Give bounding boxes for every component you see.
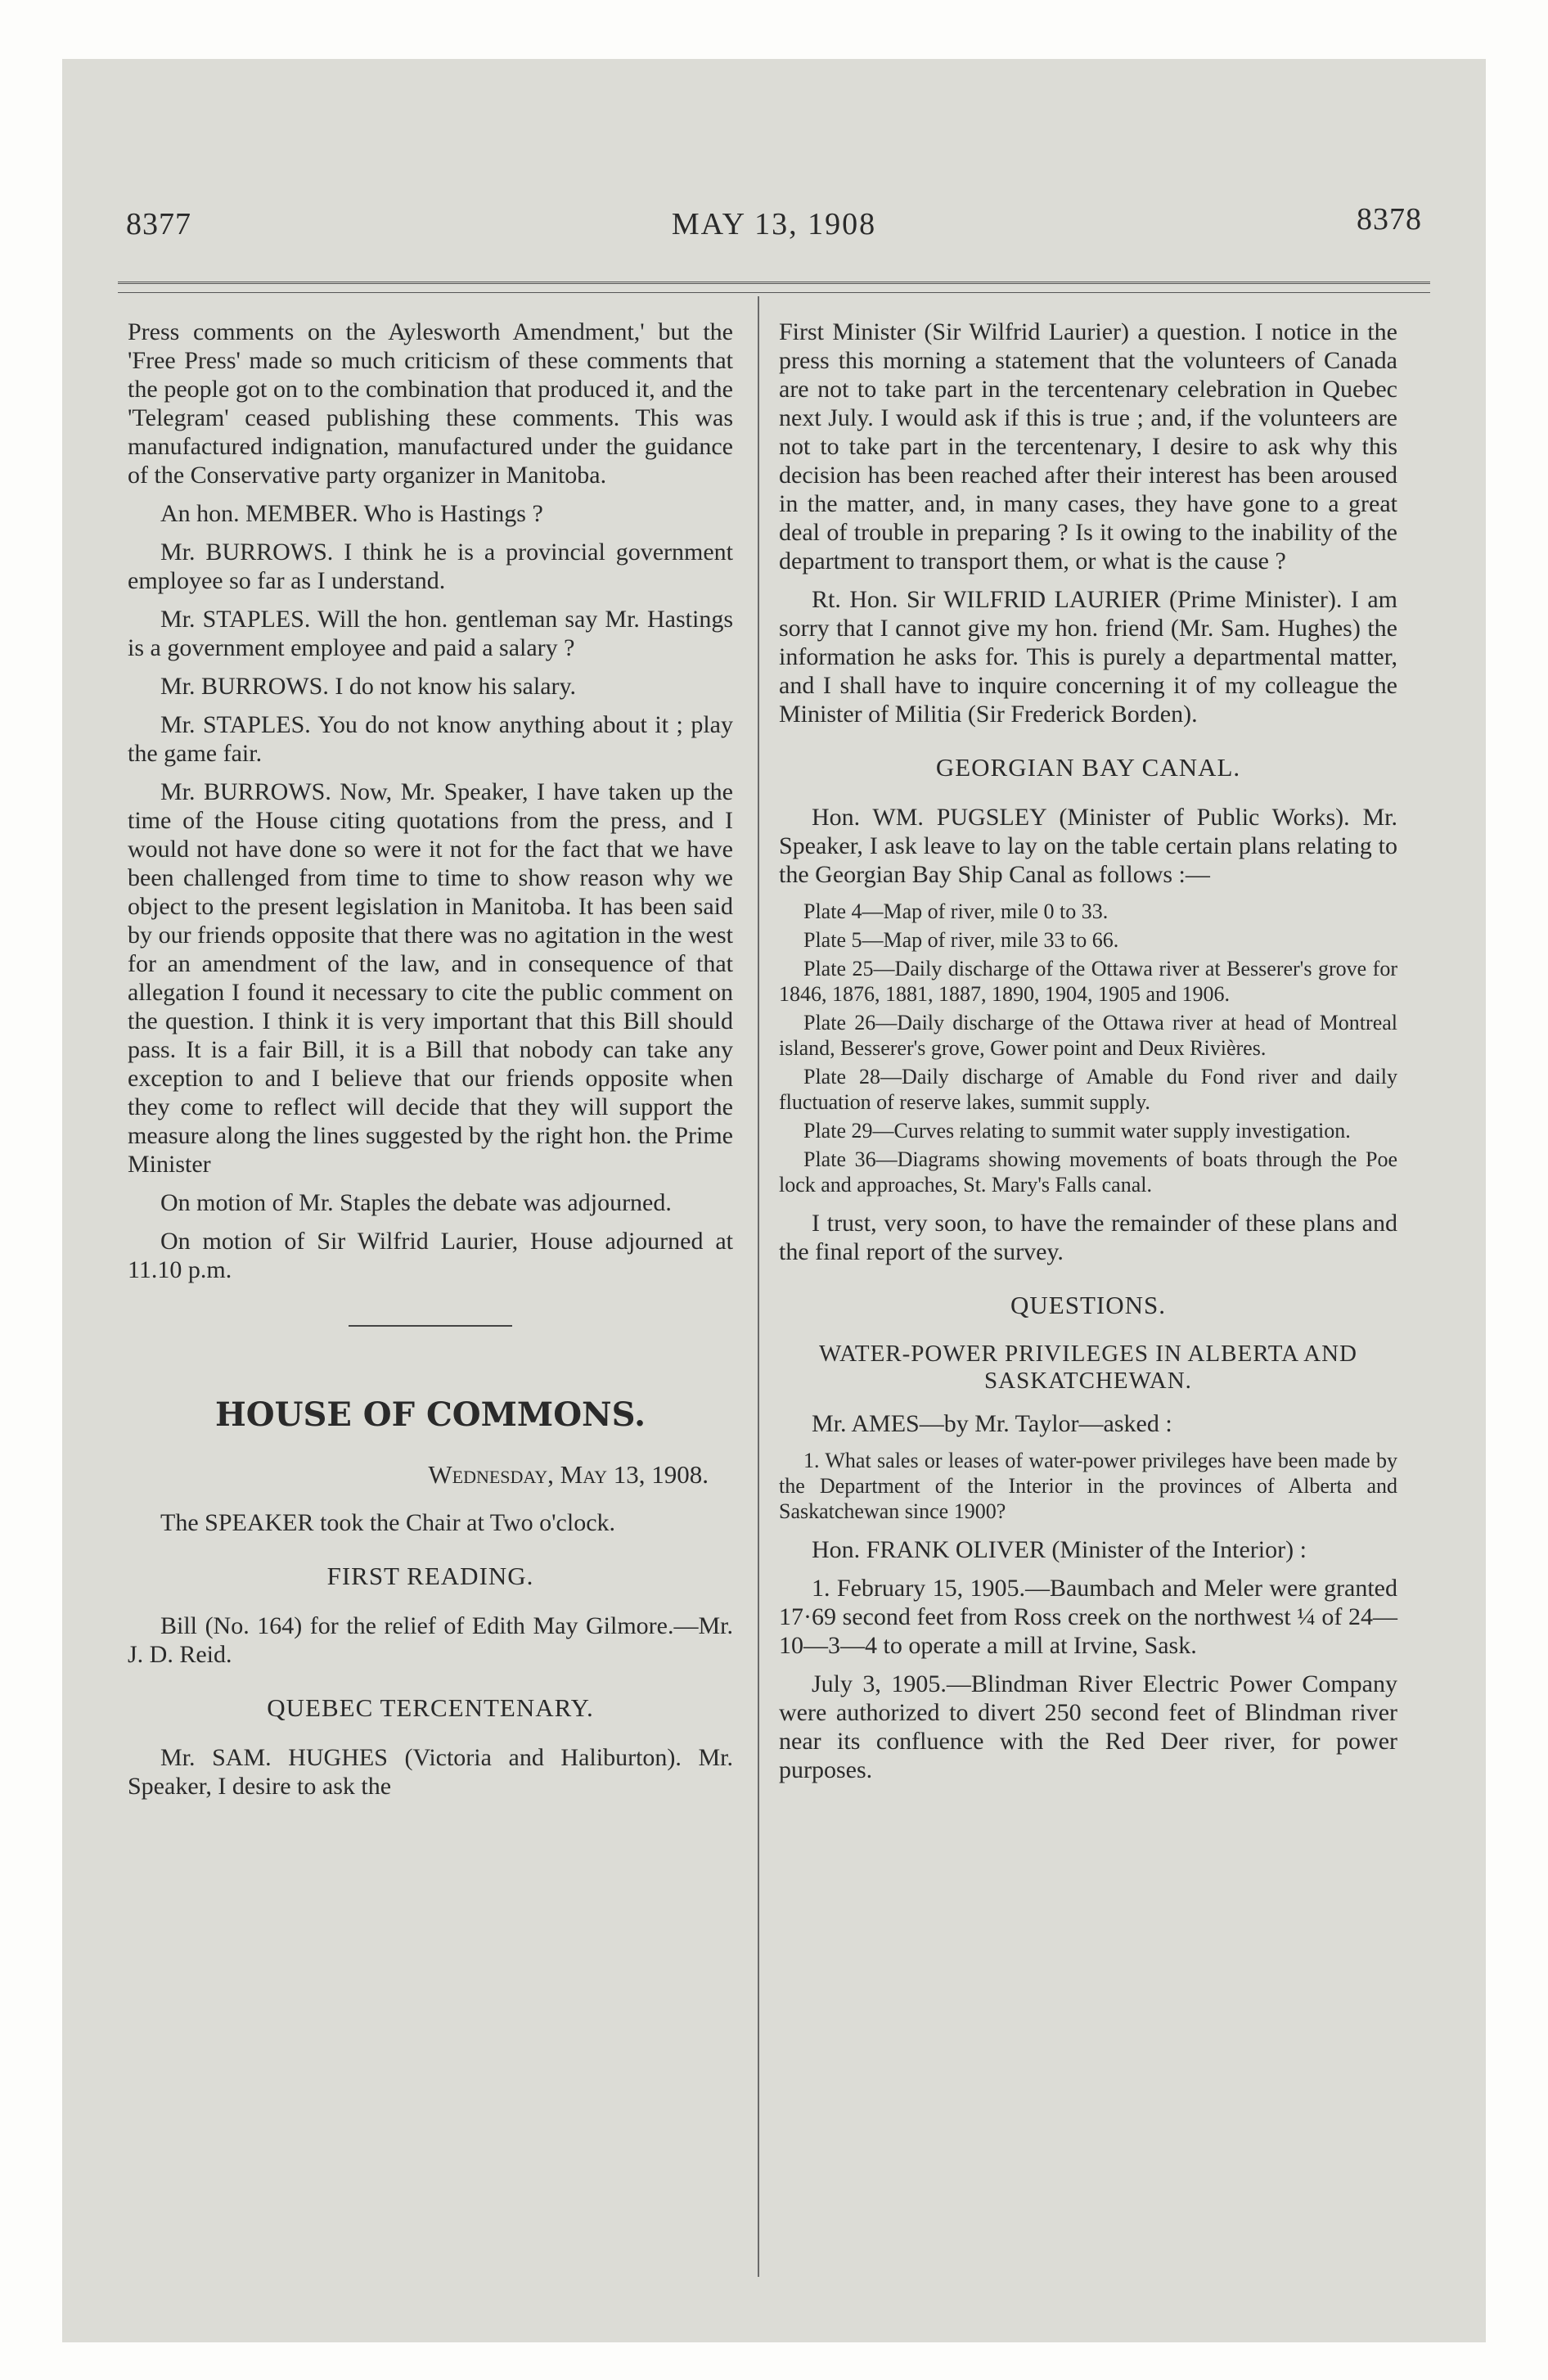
paragraph: First Minister (Sir Wilfrid Laurier) a question. I notice in the press this morning a statement that the volunteers of Canada are not to take part in the tercentenary celebration in Quebec next July. I would ask if this is true ; and, if the volunteers are not to take part in the tercentenary, I desire to ask why this decision has been reached after their interest has been aroused in the matter, and, in many cases, they have gone to a great deal of trouble in preparing ? Is it owing to the inability of the department to transport them, or what is the cause ? xyxy=(779,318,1397,575)
paragraph: Mr. BURROWS. I think he is a provincial government employee so far as I understand. xyxy=(128,539,733,594)
paragraph: Rt. Hon. Sir WILFRID LAURIER (Prime Minister). I am sorry that I cannot give my hon. friend (Mr. Sam. Hughes) the information he asks for. This is purely a departmental matter, and I shall have to inquire concerning it of my colleague the Minister of Militia (Sir Frederick Borden). xyxy=(779,586,1397,728)
plate-item: Plate 25—Daily discharge of the Ottawa river at Besserer's grove for 1846, 1876, 1881, 1887, 1890, 1904, 1905 and 1906. xyxy=(779,957,1397,1006)
plate-item: Plate 26—Daily discharge of the Ottawa river at head of Montreal island, Besserer's grove, Gower point and Deux Rivières. xyxy=(779,1011,1397,1060)
paragraph: Hon. FRANK OLIVER (Minister of the Interior) : xyxy=(812,1536,1307,1563)
plate-item: Plate 4—Map of river, mile 0 to 33. xyxy=(803,899,1109,923)
paragraph: Mr. STAPLES. You do not know anything about it ; play the game fair. xyxy=(128,711,733,767)
page-header xyxy=(126,202,1422,255)
paragraph: I trust, very soon, to have the remainder of these plans and the final report of the survey. xyxy=(779,1210,1397,1265)
paragraph: Hon. WM. PUGSLEY (Minister of Public Works). Mr. Speaker, I ask leave to lay on the table certain plans relating to the Georgian Bay Ship Canal as follows :— xyxy=(779,804,1397,888)
header-rule xyxy=(118,282,1430,293)
page-number-left: 8377 xyxy=(126,207,191,241)
scanned-page xyxy=(62,59,1486,2342)
paragraph: On motion of Sir Wilfrid Laurier, House adjourned at 11.10 p.m. xyxy=(128,1228,733,1283)
left-column xyxy=(128,318,733,1810)
plate-item: Plate 36—Diagrams showing movements of boats through the Poe lock and approaches, St. Mary's Falls canal. xyxy=(779,1147,1397,1197)
answer-item: July 3, 1905.—Blindman River Electric Power Company were authorized to divert 250 second feet of Blindman river near its confluence with the Red Deer river, for power purposes. xyxy=(779,1670,1397,1783)
section-heading: GEORGIAN BAY CANAL. xyxy=(935,753,1241,782)
paragraph: Mr. BURROWS. I do not know his salary. xyxy=(160,673,577,700)
question-item: 1. What sales or leases of water-power privileges have been made by the Department of the Interior in the provinces of Alberta and Saskatchewan since 1900? xyxy=(779,1449,1397,1523)
plate-item: Plate 28—Daily discharge of Amable du Fond river and daily fluctuation of reserve lakes, summit supply. xyxy=(779,1065,1397,1114)
plate-item: Plate 5—Map of river, mile 33 to 66. xyxy=(803,928,1119,952)
paragraph: Mr. AMES—by Mr. Taylor—asked : xyxy=(812,1410,1172,1437)
section-rule xyxy=(349,1325,512,1327)
paragraph: Press comments on the Aylesworth Amendment,' but the 'Free Press' made so much criticism of these comments that the people got on to the combination that produced it, and the 'Telegram' ceased publishing these comments. This was manufactured indignation, manufactured under the guidance of the Conservative party organizer in Manitoba. xyxy=(128,318,733,489)
paragraph: Mr. BURROWS. Now, Mr. Speaker, I have taken up the time of the House citing quotations from the press, and I would not have done so were it not for the fact that we have been challenged from time to time to show reason why we object to the present legislation in Manitoba. It has been said by our friends opposite that there was no agitation in the west for an amendment of the law, and in consequence of that allegation I found it necessary to cite the public comment on the question. I think it is very important that this Bill should pass. It is a fair Bill, it is a Bill that nobody can take any exception to and I believe that our friends opposite when they come to reflect will decide that they will support the measure along the lines suggested by the right hon. the Prime Minister xyxy=(128,778,733,1178)
paragraph: On motion of Mr. Staples the debate was adjourned. xyxy=(160,1189,672,1216)
section-heading: QUESTIONS. xyxy=(1010,1291,1166,1319)
page-content xyxy=(118,108,1430,2285)
sitting-date: Wednesday, May 13, 1908. xyxy=(428,1460,709,1489)
paragraph: Mr. STAPLES. Will the hon. gentleman say Mr. Hastings is a government employee and paid a salary ? xyxy=(128,606,733,661)
paragraph: An hon. MEMBER. Who is Hastings ? xyxy=(160,500,543,527)
section-heading: WATER-POWER PRIVILEGES IN ALBERTA AND SASKATCHEWAN. xyxy=(818,1341,1358,1394)
paragraph: Bill (No. 164) for the relief of Edith May Gilmore.—Mr. J. D. Reid. xyxy=(128,1612,733,1668)
plate-item: Plate 29—Curves relating to summit water supply investigation. xyxy=(803,1119,1351,1143)
column-divider xyxy=(758,296,759,2277)
section-heading: QUEBEC TERCENTENARY. xyxy=(267,1693,594,1722)
answer-item: 1. February 15, 1905.—Baumbach and Meler were granted 17·69 second feet from Ross creek on the northwest ¼ of 24—10—3—4 to operate a mill at Irvine, Sask. xyxy=(779,1575,1397,1659)
house-of-commons-heading: HOUSE OF COMMONS. xyxy=(214,1395,646,1434)
page-number-right: 8378 xyxy=(1357,202,1422,237)
paragraph: Mr. SAM. HUGHES (Victoria and Haliburton). Mr. Speaker, I desire to ask the xyxy=(128,1744,733,1800)
right-column xyxy=(779,318,1397,1794)
header-date: MAY 13, 1908 xyxy=(671,207,877,241)
paragraph: The SPEAKER took the Chair at Two o'clock. xyxy=(160,1509,616,1536)
section-heading: FIRST READING. xyxy=(326,1562,534,1590)
